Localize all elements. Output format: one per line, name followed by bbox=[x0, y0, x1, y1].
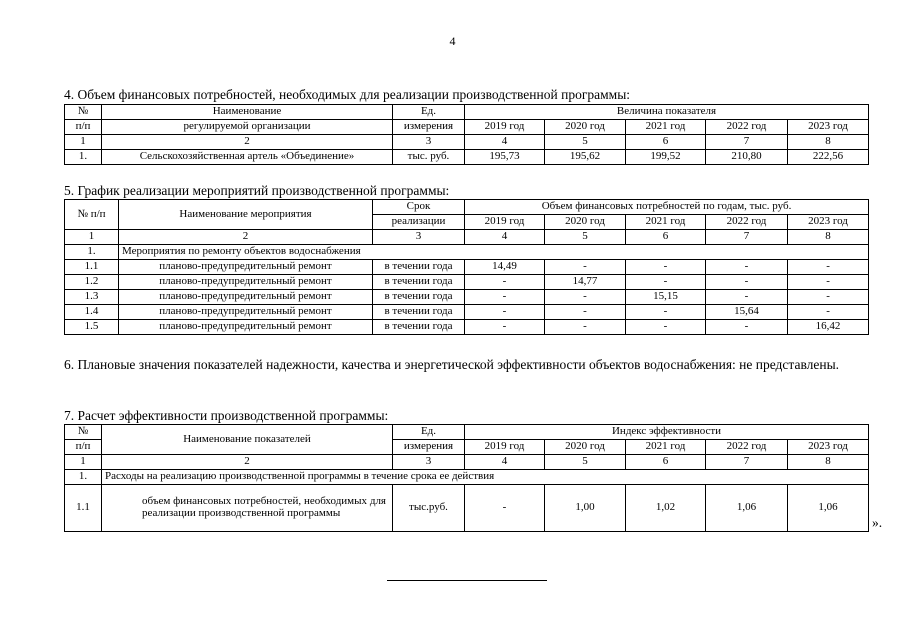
schedule-table bbox=[64, 199, 869, 335]
index-cell: 5 bbox=[545, 135, 626, 150]
row-value: - bbox=[706, 275, 788, 290]
index-cell: 7 bbox=[706, 455, 788, 470]
header-unit: измерения bbox=[393, 440, 465, 455]
header-group: Величина показателя bbox=[465, 105, 869, 120]
efficiency-table bbox=[64, 424, 869, 532]
row-value: - bbox=[788, 290, 869, 305]
index-row bbox=[65, 455, 869, 470]
index-cell: 3 bbox=[373, 230, 465, 245]
row-value: - bbox=[465, 290, 545, 305]
row-num: 1.2 bbox=[65, 275, 119, 290]
header-unit: Ед. bbox=[393, 105, 465, 120]
row-value: 14,49 bbox=[465, 260, 545, 275]
header-unit: Ед. bbox=[393, 425, 465, 440]
row-unit: тыс.руб. bbox=[393, 485, 465, 532]
financial-needs-table bbox=[64, 104, 869, 165]
header-unit: измерения bbox=[393, 120, 465, 135]
row-term: в течении года bbox=[373, 305, 465, 320]
group-num: 1. bbox=[65, 470, 102, 485]
row-value: - bbox=[626, 275, 706, 290]
table-row bbox=[65, 150, 869, 165]
group-row bbox=[65, 470, 869, 485]
row-value: - bbox=[706, 290, 788, 305]
table-row bbox=[65, 290, 869, 305]
header-term: реализации bbox=[373, 215, 465, 230]
row-value: 195,62 bbox=[545, 150, 626, 165]
header-group: Объем финансовых потребностей по годам, тыс. руб. bbox=[465, 200, 869, 215]
header-num: п/п bbox=[65, 440, 102, 455]
header-year: 2022 год bbox=[706, 120, 788, 135]
row-name: планово-предупредительный ремонт bbox=[119, 275, 373, 290]
index-row bbox=[65, 230, 869, 245]
row-value: 195,73 bbox=[465, 150, 545, 165]
page-number: 4 bbox=[449, 34, 456, 48]
index-cell: 4 bbox=[465, 230, 545, 245]
row-name: планово-предупредительный ремонт bbox=[119, 305, 373, 320]
header-year: 2020 год bbox=[545, 440, 626, 455]
row-value: 1,00 bbox=[545, 485, 626, 532]
table-row bbox=[65, 305, 869, 320]
index-cell: 4 bbox=[465, 455, 545, 470]
index-cell: 6 bbox=[626, 230, 706, 245]
header-year: 2022 год bbox=[706, 440, 788, 455]
row-value: - bbox=[626, 260, 706, 275]
section-6-paragraph: 6. Плановые значения показателей надежности, качества и энергетической эффективности объектов водоснабжения: не представлены. bbox=[64, 357, 840, 372]
header-year: 2020 год bbox=[545, 215, 626, 230]
row-num: 1.5 bbox=[65, 320, 119, 335]
header-year: 2019 год bbox=[465, 120, 545, 135]
header-num: п/п bbox=[65, 120, 102, 135]
row-value: 199,52 bbox=[626, 150, 706, 165]
header-name: регулируемой организации bbox=[102, 120, 393, 135]
header-num: № bbox=[65, 105, 102, 120]
row-num: 1.4 bbox=[65, 305, 119, 320]
row-value: 1,02 bbox=[626, 485, 706, 532]
section-7-heading: 7. Расчет эффективности производственной программы: bbox=[64, 408, 389, 423]
footer-divider bbox=[387, 580, 547, 581]
index-cell: 4 bbox=[465, 135, 545, 150]
row-name: объем финансовых потребностей, необходимых для реализации производственной программы bbox=[102, 485, 393, 532]
header-year: 2020 год bbox=[545, 120, 626, 135]
group-title: Мероприятия по ремонту объектов водоснабжения bbox=[119, 245, 869, 260]
row-value: - bbox=[788, 260, 869, 275]
index-cell: 6 bbox=[626, 455, 706, 470]
row-value: - bbox=[788, 275, 869, 290]
header-name: Наименование bbox=[102, 105, 393, 120]
row-value: - bbox=[706, 320, 788, 335]
row-value: 15,64 bbox=[706, 305, 788, 320]
group-title: Расходы на реализацию производственной программы в течение срока ее действия bbox=[102, 470, 869, 485]
header-year: 2022 год bbox=[706, 215, 788, 230]
index-cell: 8 bbox=[788, 135, 869, 150]
header-year: 2019 год bbox=[465, 440, 545, 455]
row-value: - bbox=[545, 290, 626, 305]
section-4-heading: 4. Объем финансовых потребностей, необходимых для реализации производственной программы: bbox=[64, 87, 631, 102]
row-name: планово-предупредительный ремонт bbox=[119, 320, 373, 335]
index-cell: 7 bbox=[706, 135, 788, 150]
row-value: - bbox=[465, 485, 545, 532]
row-value: - bbox=[626, 320, 706, 335]
section-5-heading: 5. График реализации мероприятий производственной программы: bbox=[64, 183, 450, 198]
header-year: 2019 год bbox=[465, 215, 545, 230]
header-name: Наименование мероприятия bbox=[119, 200, 373, 230]
row-num: 1. bbox=[65, 150, 102, 165]
closing-quote: ». bbox=[872, 515, 883, 530]
row-value: 16,42 bbox=[788, 320, 869, 335]
header-year: 2021 год bbox=[626, 120, 706, 135]
index-cell: 6 bbox=[626, 135, 706, 150]
table-row bbox=[65, 275, 869, 290]
header-name: Наименование показателей bbox=[102, 425, 393, 455]
row-value: - bbox=[545, 320, 626, 335]
row-value: 222,56 bbox=[788, 150, 869, 165]
group-row bbox=[65, 245, 869, 260]
row-value: - bbox=[545, 260, 626, 275]
index-cell: 5 bbox=[545, 455, 626, 470]
header-year: 2021 год bbox=[626, 215, 706, 230]
index-cell: 8 bbox=[788, 230, 869, 245]
row-value: 210,80 bbox=[706, 150, 788, 165]
index-cell: 1 bbox=[65, 455, 102, 470]
index-row bbox=[65, 135, 869, 150]
index-cell: 3 bbox=[393, 455, 465, 470]
index-cell: 2 bbox=[102, 135, 393, 150]
row-value: 1,06 bbox=[706, 485, 788, 532]
index-cell: 2 bbox=[119, 230, 373, 245]
row-value: - bbox=[788, 305, 869, 320]
row-name: Сельскохозяйственная артель «Объединение» bbox=[102, 150, 393, 165]
row-value: 1,06 bbox=[788, 485, 869, 532]
group-num: 1. bbox=[65, 245, 119, 260]
header-term: Срок bbox=[373, 200, 465, 215]
header-year: 2023 год bbox=[788, 120, 869, 135]
header-year: 2023 год bbox=[788, 215, 869, 230]
row-num: 1.1 bbox=[65, 485, 102, 532]
row-value: - bbox=[545, 305, 626, 320]
header-num: № bbox=[65, 425, 102, 440]
index-cell: 1 bbox=[65, 230, 119, 245]
header-year: 2021 год bbox=[626, 440, 706, 455]
index-cell: 5 bbox=[545, 230, 626, 245]
row-value: 15,15 bbox=[626, 290, 706, 305]
row-value: - bbox=[465, 320, 545, 335]
table-row bbox=[65, 485, 869, 532]
row-value: - bbox=[465, 305, 545, 320]
index-cell: 3 bbox=[393, 135, 465, 150]
row-term: в течении года bbox=[373, 320, 465, 335]
row-value: - bbox=[626, 305, 706, 320]
table-row bbox=[65, 320, 869, 335]
index-cell: 7 bbox=[706, 230, 788, 245]
table-row bbox=[65, 260, 869, 275]
row-name: планово-предупредительный ремонт bbox=[119, 260, 373, 275]
row-term: в течении года bbox=[373, 275, 465, 290]
index-cell: 8 bbox=[788, 455, 869, 470]
row-term: в течении года bbox=[373, 260, 465, 275]
row-term: в течении года bbox=[373, 290, 465, 305]
row-value: 14,77 bbox=[545, 275, 626, 290]
header-year: 2023 год bbox=[788, 440, 869, 455]
row-value: - bbox=[706, 260, 788, 275]
row-value: - bbox=[465, 275, 545, 290]
index-cell: 2 bbox=[102, 455, 393, 470]
index-cell: 1 bbox=[65, 135, 102, 150]
row-unit: тыс. руб. bbox=[393, 150, 465, 165]
row-name: планово-предупредительный ремонт bbox=[119, 290, 373, 305]
header-num: № п/п bbox=[65, 200, 119, 230]
row-num: 1.1 bbox=[65, 260, 119, 275]
row-num: 1.3 bbox=[65, 290, 119, 305]
header-group: Индекс эффективности bbox=[465, 425, 869, 440]
